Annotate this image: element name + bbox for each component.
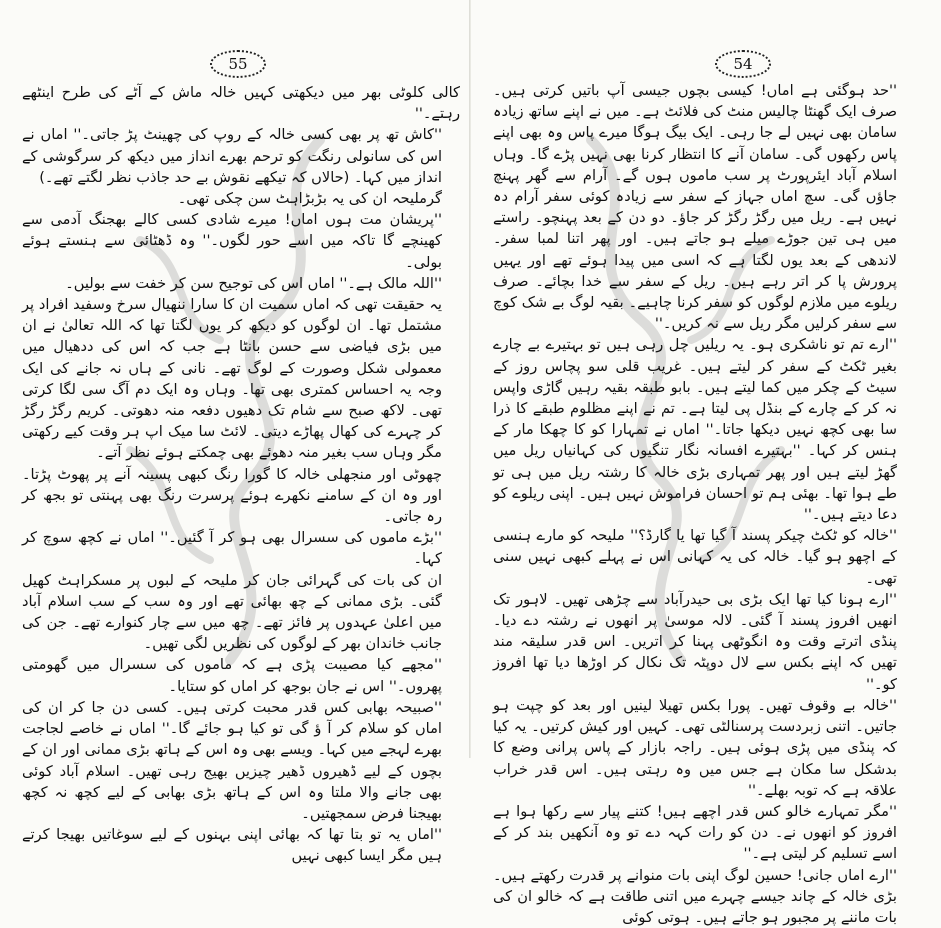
paragraph: ''ارے تم تو ناشکری ہو۔ یہ ریلیں چل رہی ہیں تو بہتیرے بے چارے بغیر ٹکٹ کے سفر کر لیتے ہیں۔ غریب قلی سو پچاس روز کے سیٹ کے چکر میں کما لیتے ہیں۔ بابو طبقہ بقیہ رہیں گاڑی واپس نہ کر کے چارے کے بنڈل پی لیتا ہے۔ تم نے اپنے مظلوم طبقے کا ذرا سا بھی کچھ نہیں دیکھا جاتا۔'' اماں نے تمہارا کو کا چھکا مار کے ہنس کر کہا۔ ''بہتیرے افسانہ نگار تنگیوں کی کہانیاں ریل میں گھڑ لیتے ہیں اور پھر تمہاری بڑی خالہ کا رشتہ ریل میں ہی تو طے ہوا تھا۔ بھئی ہم تو احسان فراموش نہیں ہیں۔ اپنی ریلوے کو دعا دیتے ہیں۔'' [493,336,897,524]
paragraph: ''پریشان مت ہوں اماں! میرے شادی کسی کالے بھجنگ آدمی سے کھینچے گا تاکہ میں اسے حور لگوں۔'' وہ ڈھٹائی سے ہنستے ہوئے بولی۔ [22,211,442,271]
paragraph: ''کاش تھ پر بھی کسی خالہ کے روپ کی چھینٹ پڑ جاتی۔'' اماں نے اس کی سانولی رنگت کو ترحم بھرے انداز میں دیکھ کر سرگوشی کے انداز میں کہا۔ (حالاں کہ تیکھے نقوش بے حد جاذب نظر لگتے تھے۔) [22,126,442,186]
paragraph: ''حد ہوگئی ہے اماں! کیسی بچوں جیسی آپ باتیں کرتی ہیں۔ صرف ایک گھنٹا چالیس منٹ کی فلائٹ ہے۔ میں نے اپنے ساتھ زیادہ سامان بھی نہیں لے جا رہی۔ ایک بیگ ہوگا میرے پاس وہ بھی اپنے پاس رکھوں گی۔ سامان آنے کا انتظار کرنا بھی نہیں پڑے گا۔ وہاں اسلام آباد ایئرپورٹ پر سب ماموں ہوں گے۔ آرام سے گھر پہنچ جاؤں گی۔ سچ اماں جہاز کے سفر سے زیادہ کوئی سفر آرام دہ نہیں ہے۔ ریل میں رگڑ رگڑ کر جاؤ۔ دو دن کے بعد پہنچو۔ راستے میں ہی تین جوڑے میلے ہو جاتے ہیں۔ اور پھر اتنا لمبا سفر۔ لاندھی کے بعد یوں لگتا ہے کہ اسی میں پیدا ہوئے تھے اور یہیں پرورش پا کر اتر رہے ہیں۔ ریل کے سفر سے خدا بچائے۔ صرف ریلوے میں ملازم لوگوں کو سفر کرنا چاہیے۔ بقیہ لوگ بے شک کوچ سے سفر کرلیں مگر ریل سے نہ کریں۔'' [493,82,897,333]
paragraph: ''خالہ کو ٹکٹ چیکر پسند آ گیا تھا یا گارڈ؟'' ملیحہ کو مارے ہنسی کے اچھو ہو گیا۔ خالہ کی یہ کہانی اس نے پہلے کبھی نہیں سنی تھی۔ [493,527,897,587]
paragraph: ''ارے اماں جانی! حسین لوگ اپنی بات منوانے پر قدرت رکھتے ہیں۔ بڑی خالہ کے چاند جیسے چہرے میں اتنی طاقت ہے کہ خالو ان کی بات ماننے پر مجبور ہو جاتے ہیں۔ ہوتی کوئی [493,866,897,926]
paragraph: ''خالہ بے وقوف تھیں۔ پورا بکس تھیلا لینیں اور بعد کو چپت ہو جاتیں۔ اتنی زبردست پرسنالٹی تھی۔ کہیں اور کیش کرتیں۔ یہ کیا کہ پنڈی میں پڑی ہوئی ہیں۔ راجہ بازار کے پاس پرانی وضع کا بدشکل سا مکان ہے جس میں وہ رہتی ہیں۔ اس قدر خراب علاقہ ہے کہ توبہ بھلے۔'' [493,696,897,799]
page-number: 54 [715,50,771,78]
paragraph: ''بڑے ماموں کی سسرال بھی ہو کر آ گئیں۔'' اماں نے کچھ سوچ کر کہا۔ [22,529,442,568]
page-text [493,80,915,928]
paragraph: ان کی بات کی گہرائی جان کر ملیحہ کے لبوں پر مسکراہٹ کھیل گئی۔ بڑی ممانی کے چھ بھائی تھے اور وہ سب کے سب اسلام آباد میں اعلیٰ عہدوں پر فائز تھے۔ چھ میں سے چار کنوارے تھے۔ جن کی جانب خاندان بھر کے لوگوں کی نظریں لگی تھیں۔ [22,571,442,653]
paragraph: چھوٹی اور منجھلی خالہ کا گورا رنگ کبھی پسینہ آنے پر پھوٹ پڑتا۔ اور وہ ان کے سامنے نکھرے ہوئے پرسرت رنگ بھی پہنتی تو بجھ کر رہ جاتی۔ [22,465,442,526]
paragraph: یہ حقیقت تھی کہ اماں سمیت ان کا سارا ننھیال سرخ وسفید افراد پر مشتمل تھا۔ ان لوگوں کو دیکھ کر یوں لگتا تھا کہ اللہ تعالیٰ نے ان میں بڑی فیاضی سے حسن بانٹا ہے جب کہ اس کی ددھیال میں معمولی شکل وصورت کے لوگ تھے۔ نانی کے ہاں نہ جانے کی ایک وجہ یہ احساس کمتری بھی تھا۔ وہاں وہ ایک دم آگ سی لگا کرتی تھی۔ لاکھ صبح سے شام تک دھیوں دفعہ منہ دھوتی۔ کریم رگڑ رگڑ کر چہرے کی کھال پھاڑے دیتی۔ لائٹ سا میک اپ ہر وقت کیے رکھتی مگر وہاں سب بغیر منہ دھوئے بھی چمکتے ہوئے نظر آتے۔ [22,296,442,462]
page-54 [471,0,941,926]
paragraph: ''اماں یہ تو بتا تھا کہ بھائی اپنی بہنوں کے لیے سوغاتیں بھیجا کرتے ہیں مگر ایسا کبھی نہیں [22,826,442,865]
paragraph: ''مجھے کیا مصیبت پڑی ہے کہ ماموں کی سسرال میں گھومتی پھروں۔'' اس نے جان بوجھ کر اماں کو ستایا۔ [22,656,442,695]
paragraph: ''ارے ہونا کیا تھا ایک بڑی بی حیدرآباد سے چڑھی تھیں۔ لاہور تک انھیں افروز پسند آ گئی۔ لالہ موسیٰ پر انھوں نے رشتہ دے دیا۔ پنڈی اترتے وقت وہ انگوٹھی پہنا کر اتریں۔ اس قدر سلیقہ مند تھیں کہ اپنے بکس سے لال دوپٹہ تک نکال کر اوڑھا دیا تھا افروز کو۔'' [493,590,897,693]
paragraph: کالی کلوٹی بھر میں دیکھتی کہیں خالہ ماش کے آٹے کی طرح اینٹھے رہتے۔'' [22,84,460,123]
page-text [22,82,460,867]
page-55 [0,0,470,865]
paragraph: گرملیحہ ان کی یہ بڑبڑاہٹ سن چکی تھی۔ [177,190,442,208]
page-number: 55 [210,50,266,78]
paragraph: ''اللہ مالک ہے۔'' اماں اس کی توجیح سن کر خفت سے بولیں۔ [65,274,442,292]
paragraph: ''صبیحہ بھابی کس قدر محبت کرتی ہیں۔ کسی دن جا کر ان کی اماں کو سلام کر آ ؤ گی تو کیا ہو جائے گا۔'' اماں نے خاصے لجاجت بھرے لہجے میں کہا۔ ویسے بھی وہ اس کے ہاتھ بڑی ممانی اور ان کے بچوں کے لیے ڈھیروں ڈھیر چیزیں بھیج رہی تھیں۔ اسلام آباد کوئی بھی جانے والا ملتا وہ اس کے ہاتھ بڑی بھابی کے لیے کچھ نہ کچھ بھیجنا فرض سمجھتیں۔ [22,698,442,822]
paragraph: ''مگر تمہارے خالو کس قدر اچھے ہیں! کتنے پیار سے رکھا ہوا ہے افروز کو انھوں نے۔ دن کو رات کہہ دے تو وہ آنکھیں بند کر کے اسے تسلیم کر لیتی ہے۔'' [493,802,897,863]
